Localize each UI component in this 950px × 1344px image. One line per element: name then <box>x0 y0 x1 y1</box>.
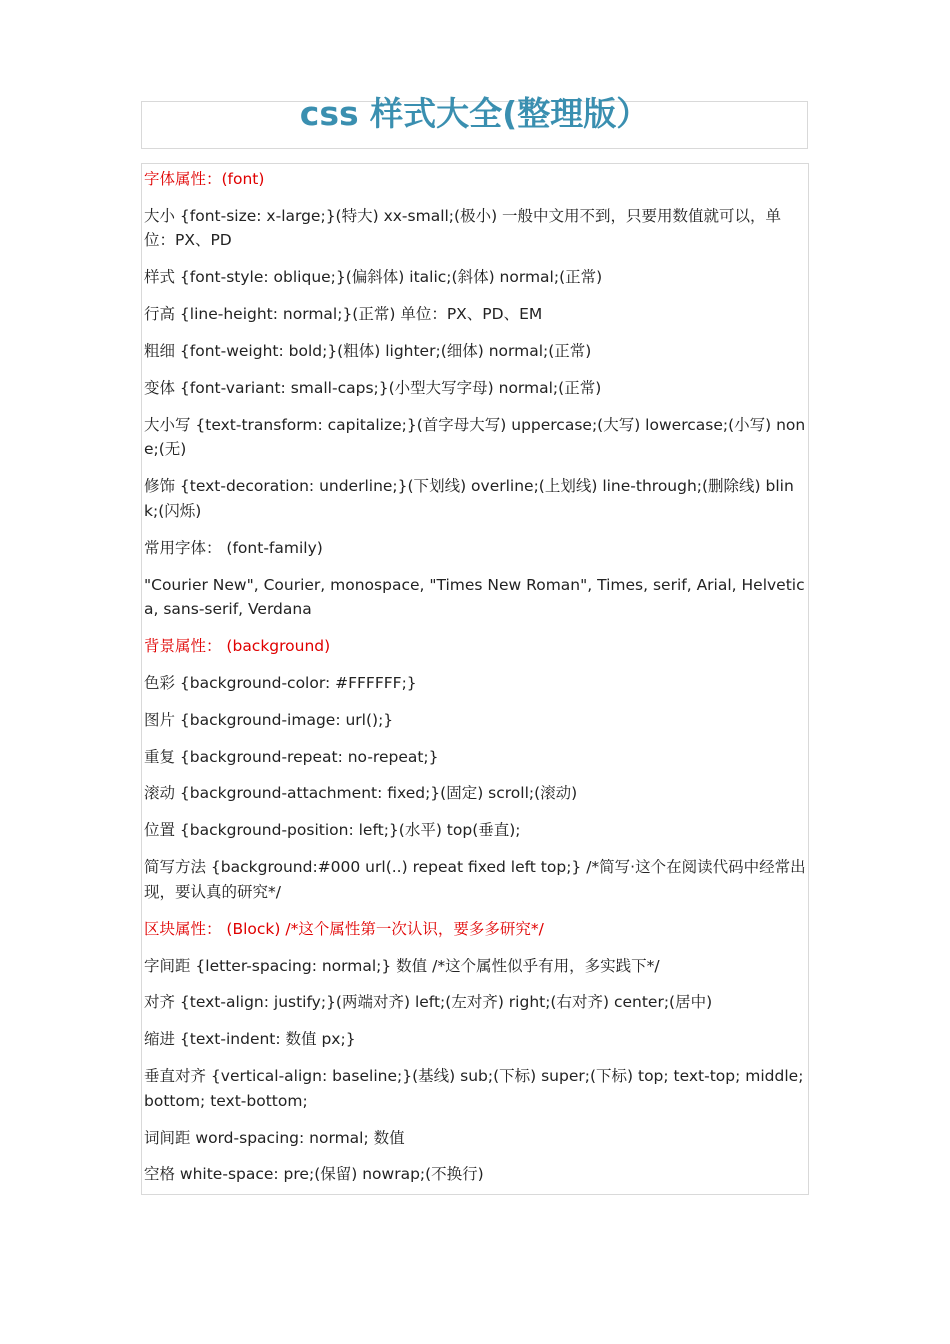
property-line: 位置 {background-position: left;}(水平) top(垂直); <box>144 821 521 840</box>
property-line: 色彩 {background-color: #FFFFFF;} <box>144 673 417 692</box>
section-heading-block: 区块属性： (Block) /*这个属性第一次认识，要多多研究*/ <box>144 919 544 938</box>
property-line: 大小 {font-size: x-large;}(特大) xx-small;(极小) 一般中文用不到，只要用数值就可以，单位：PX、PD <box>144 206 782 250</box>
page-title: css 样式大全(整理版） <box>299 94 650 133</box>
property-line: 修饰 {text-decoration: underline;}(下划线) overline;(上划线) line-through;(删除线) blink;(闪烁) <box>144 477 794 520</box>
property-line: 样式 {font-style: oblique;}(偏斜体) italic;(斜体) normal;(正常) <box>144 268 603 287</box>
property-line: 粗细 {font-weight: bold;}(粗体) lighter;(细体) normal;(正常) <box>144 342 592 361</box>
property-line: 图片 {background-image: url();} <box>144 710 394 729</box>
property-line: 简写方法 {background:#000 url(..) repeat fixed left top;} /*简写·这个在阅读代码中经常出现，要认真的研究*/ <box>144 858 806 901</box>
property-line: 对齐 {text-align: justify;}(两端对齐) left;(左对齐) right;(右对齐) center;(居中) <box>144 993 713 1012</box>
property-line: 空格 white-space: pre;(保留) nowrap;(不换行) <box>144 1165 484 1184</box>
property-line: 垂直对齐 {vertical-align: baseline;}(基线) sub;(下标) super;(下标) top; text-top; middle; bottom; text-bottom; <box>144 1067 804 1110</box>
content-table <box>141 163 809 1195</box>
property-line: 字间距 {letter-spacing: normal;} 数值 /*这个属性似乎有用，多实践下*/ <box>144 956 660 975</box>
property-line: 重复 {background-repeat: no-repeat;} <box>144 747 439 766</box>
section-heading-font: 字体属性：(font) <box>144 170 265 188</box>
property-line: 行高 {line-height: normal;}(正常) 单位：PX、PD、EM <box>144 305 543 324</box>
property-line: 变体 {font-variant: small-caps;}(小型大写字母) normal;(正常) <box>144 378 602 397</box>
property-line: 大小写 {text-transform: capitalize;}(首字母大写) uppercase;(大写) lowercase;(小写) none;(无) <box>144 415 806 459</box>
property-line: 滚动 {background-attachment: fixed;}(固定) scroll;(滚动) <box>144 784 578 803</box>
property-line: 常用字体： (font-family) <box>144 538 323 557</box>
property-line: 缩进 {text-indent: 数值 px;} <box>144 1030 356 1049</box>
section-heading-background: 背景属性： (background) <box>144 636 331 655</box>
font-family-list: "Courier New", Courier, monospace, "Times New Roman", Times, serif, Arial, Helvetica, sans-serif, Verdana <box>144 575 805 619</box>
property-line: 词间距 word-spacing: normal; 数值 <box>144 1128 405 1147</box>
